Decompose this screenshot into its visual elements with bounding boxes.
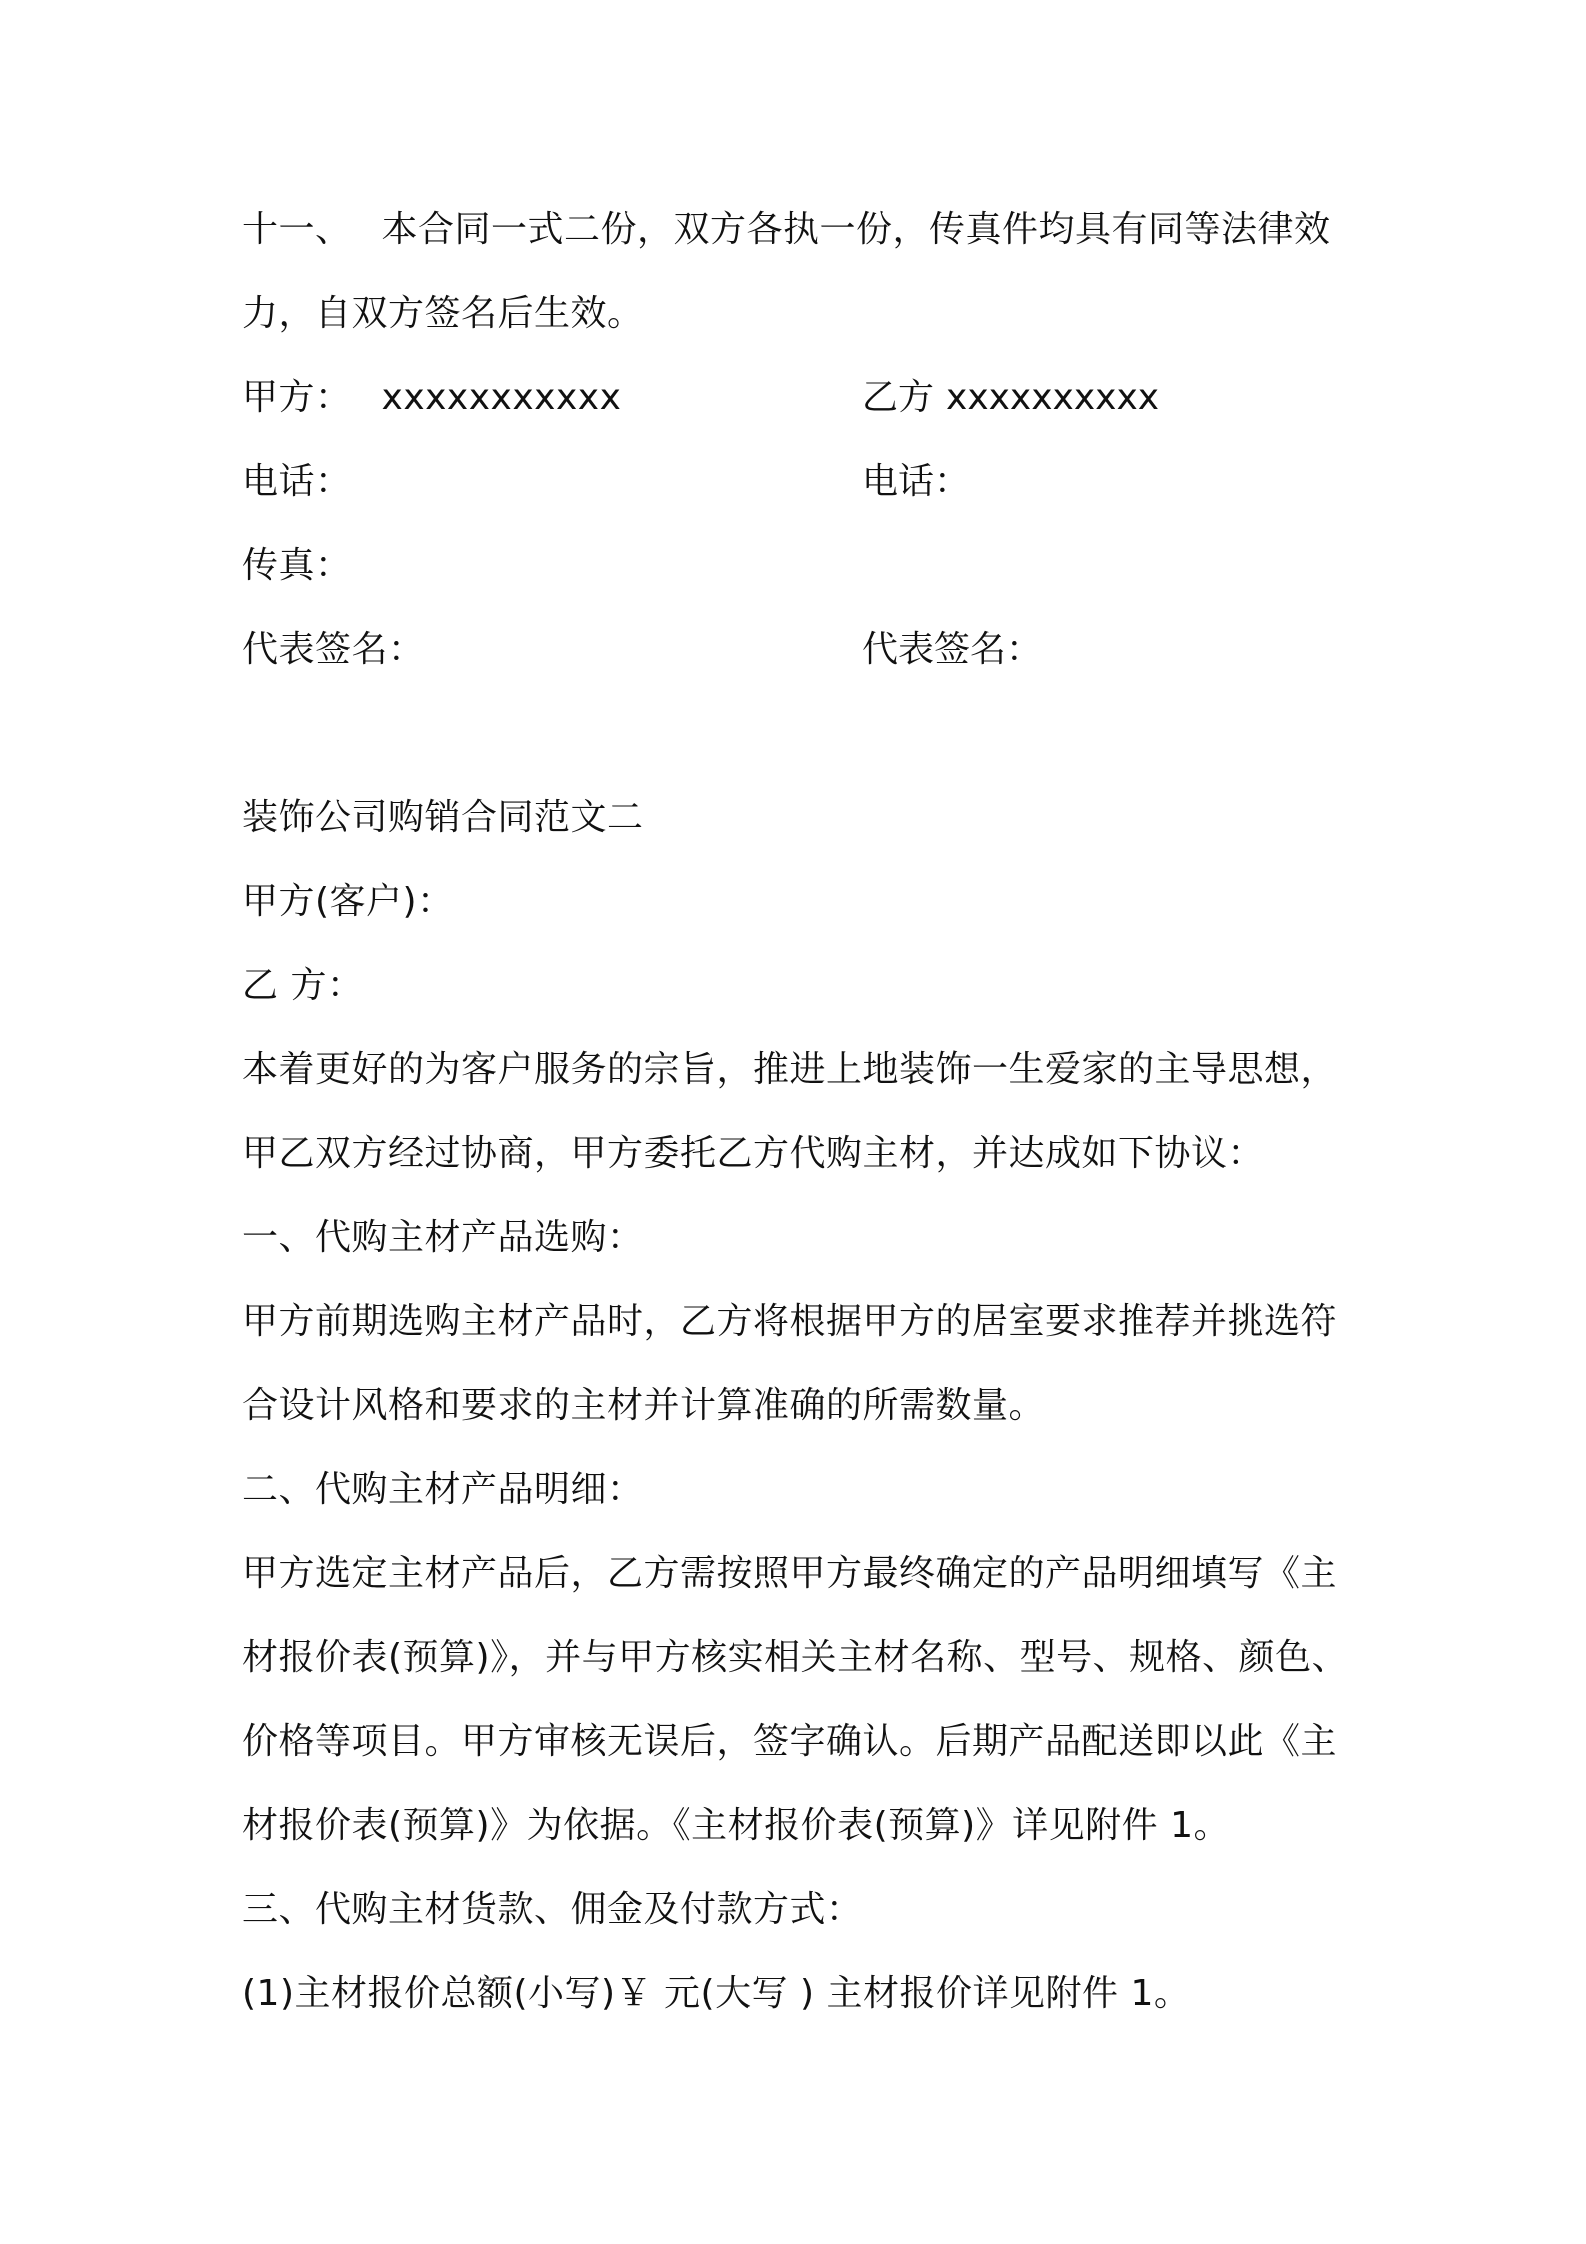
- party-b-label: 乙方: [862, 377, 935, 418]
- phone-a-label: 电话：: [242, 461, 352, 502]
- clause-11-text: 本合同一式二份，双方各执一份，传真件均具有同等法律效: [381, 209, 1331, 250]
- fax-a-label: 传真：: [242, 545, 352, 586]
- party-a-row: [242, 374, 621, 422]
- section-2-line-1: 甲方选定主材产品后，乙方需按照甲方最终确定的产品明细填写《主: [242, 1553, 1338, 1594]
- party-b-value: xxxxxxxxxx: [946, 377, 1160, 418]
- section-1-line-1: 甲方前期选购主材产品时，乙方将根据甲方的居室要求推荐并挑选符: [242, 1301, 1338, 1342]
- contract-2-title: 装饰公司购销合同范文二: [242, 797, 644, 838]
- section-1-line-2: 合设计风格和要求的主材并计算准确的所需数量。: [242, 1385, 1046, 1426]
- intro-line-1: 本着更好的为客户服务的宗旨，推进上地装饰一生爱家的主导思想，: [242, 1049, 1338, 1090]
- party-a-label: 甲方：: [242, 377, 352, 418]
- section-2-line-4: 材报价表(预算)》为依据。《主材报价表(预算)》详见附件 1。: [242, 1805, 1231, 1846]
- section-1-title: 一、代购主材产品选购：: [242, 1217, 644, 1258]
- section-2-line-2: 材报价表(预算)》，并与甲方核实相关主材名称、型号、规格、颜色、: [242, 1637, 1349, 1678]
- section-3-line-1: (1)主材报价总额(小写)￥ 元(大写 ) 主材报价详见附件 1。: [242, 1973, 1191, 2014]
- section-2-title: 二、代购主材产品明细：: [242, 1469, 644, 1510]
- contract-2-party-b: 乙 方：: [242, 965, 364, 1006]
- section-3-title: 三、代购主材货款、佣金及付款方式：: [242, 1889, 863, 1930]
- rep-b-label: 代表签名：: [862, 629, 1043, 670]
- clause-11-line-2: 力，自双方签名后生效。: [242, 293, 644, 334]
- phone-b-label: 电话：: [862, 461, 971, 502]
- rep-a-label: 代表签名：: [242, 629, 425, 670]
- clause-11-line-1: [242, 206, 1331, 254]
- party-a-value: xxxxxxxxxxx: [381, 377, 622, 418]
- clause-11-number: 十一、: [242, 209, 352, 250]
- section-2-line-3: 价格等项目。甲方审核无误后，签字确认。后期产品配送即以此《主: [242, 1721, 1338, 1762]
- contract-2-party-a: 甲方(客户)：: [242, 881, 454, 922]
- intro-line-2: 甲乙双方经过协商，甲方委托乙方代购主材，并达成如下协议：: [242, 1133, 1265, 1174]
- party-b-row: [862, 374, 1159, 422]
